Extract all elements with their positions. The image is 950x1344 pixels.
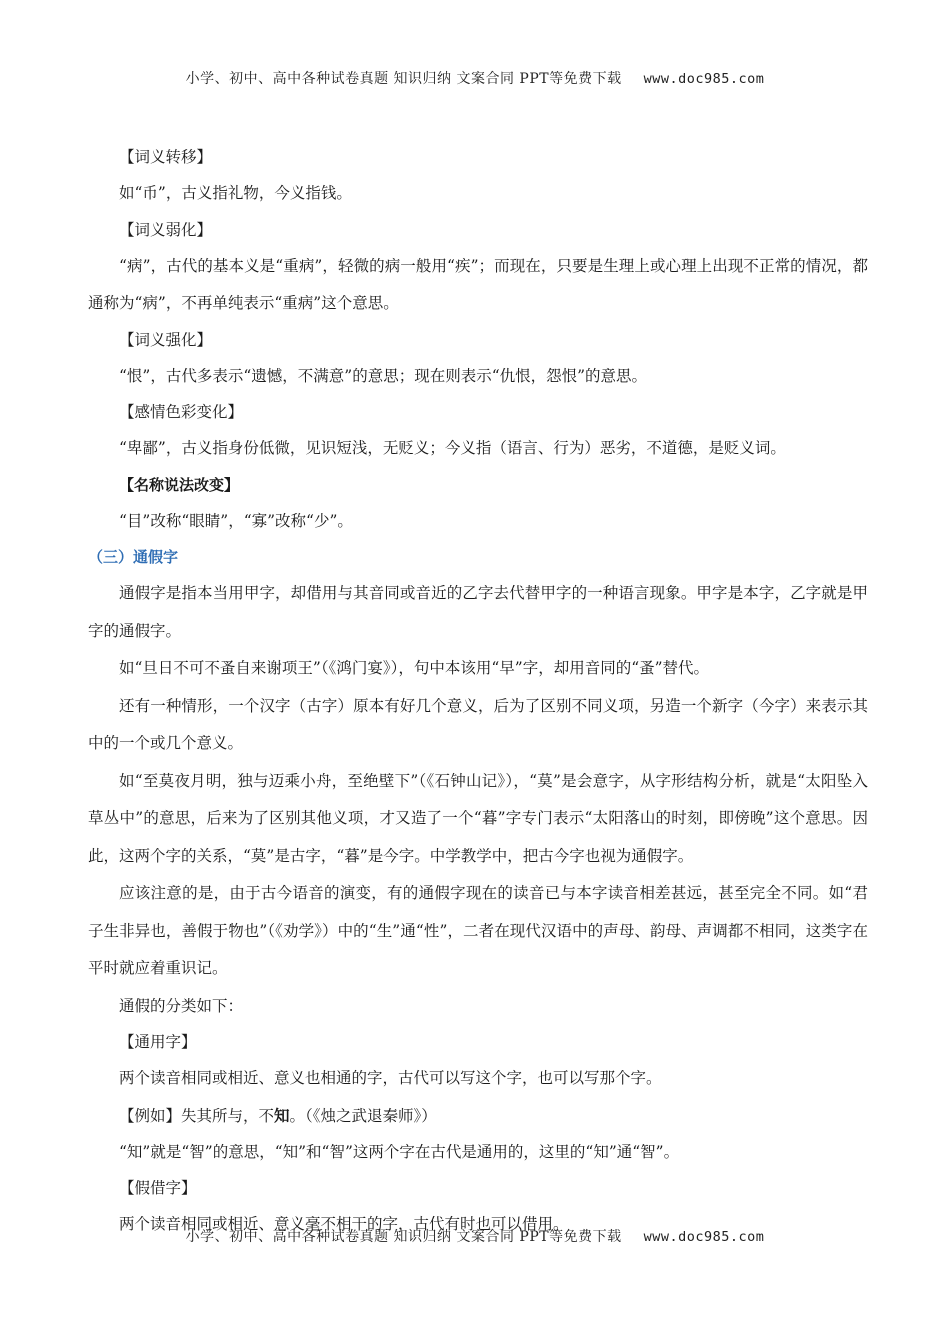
heading-emotion-change: 【感情色彩变化】 xyxy=(119,403,244,421)
paragraph-ancient-modern-chars: 还有一种情形，一个汉字（古字）原本有好几个意义，后为了区别不同义项，另造一个新字（今字）来表示其中的一个或几个意义。 xyxy=(88,696,868,752)
paragraph-tongyong: 两个读音相同或相近、意义也相通的字，古代可以写这个字，也可以写那个字。 xyxy=(119,1069,662,1087)
footer-text: 小学、初中、高中各种试卷真题 知识归纳 文案合同 PPT等免费下载 xyxy=(185,1229,622,1245)
example-source: 。（《烛之武退秦师》） xyxy=(289,1106,437,1125)
section-title-tongjia: （三）通假字 xyxy=(88,548,179,566)
document-body xyxy=(88,140,868,1244)
paragraph-zhi-explanation: “知”就是“智”的意思，“知”和“智”这两个字在古代是通用的，这里的“知”通“智”。 xyxy=(119,1142,680,1161)
example-label: 【例如】失其所与，不 xyxy=(119,1106,275,1125)
paragraph-pronunciation-note: 应该注意的是，由于古今语音的演变，有的通假字现在的读音已与本字读音相差甚远，甚至完全不同。如“君子生非异也，善假于物也”（《劝学》）中的“生”通“性”，二者在现代汉语中的声母、韵母、声调都不相同，这类字在平时就应着重识记。 xyxy=(88,884,868,977)
header-url[interactable]: www.doc985.com xyxy=(643,71,765,87)
paragraph-jiajie: 两个读音相同或相近、意义毫不相干的字，古代有时也可以借用。 xyxy=(119,1215,569,1233)
paragraph-word-meaning-weaken: “病”，古代的基本义是“重病”，轻微的病一般用“疾”；而现在，只要是生理上或心理上出现不正常的情况，都通称为“病”，不再单纯表示“重病”这个意思。 xyxy=(88,256,868,312)
header-text: 小学、初中、高中各种试卷真题 知识归纳 文案合同 PPT等免费下载 xyxy=(185,71,622,87)
footer-url[interactable]: www.doc985.com xyxy=(643,1229,765,1245)
heading-word-meaning-weaken: 【词义弱化】 xyxy=(119,220,213,239)
example-bold-char: 知 xyxy=(274,1105,290,1125)
heading-word-meaning-strengthen: 【词义强化】 xyxy=(119,330,213,349)
paragraph-emotion-change: “卑鄙”，古义指身份低微，见识短浅，无贬义；今义指（语言、行为）恶劣，不道德，是贬义词。 xyxy=(119,439,786,457)
heading-name-change: 【名称说法改变】 xyxy=(119,475,240,494)
heading-tongyong: 【通用字】 xyxy=(119,1033,197,1051)
paragraph-name-change: “目”改称“眼睛”，“寡”改称“少”。 xyxy=(119,511,353,530)
example-line xyxy=(88,1098,868,1134)
page-header xyxy=(0,68,950,88)
paragraph-classification-intro: 通假的分类如下： xyxy=(119,996,244,1015)
heading-word-meaning-shift: 【词义转移】 xyxy=(119,148,213,166)
page-footer xyxy=(0,1226,950,1246)
paragraph-tongjia-definition: 通假字是指本当用甲字，却借用与其音同或音近的乙字去代替甲字的一种语言现象。甲字是本字，乙字就是甲字的通假字。 xyxy=(88,584,868,640)
heading-jiajie: 【假借字】 xyxy=(119,1179,197,1197)
paragraph-word-meaning-shift: 如“币”，古义指礼物，今义指钱。 xyxy=(119,184,352,202)
paragraph-example-shizhongshan: 如“至莫夜月明，独与迈乘小舟，至绝壁下”（《石钟山记》），“莫”是会意字，从字形结构分析，就是“太阳坠入草丛中”的意思，后来为了区别其他义项，才又造了一个“暮”字专门表示“太阳落山的时刻，即傍晚”这个意思。因此，这两个字的关系，“莫”是古字，“暮”是今字。中学教学中，把古今字也视为通假字。 xyxy=(88,771,868,865)
paragraph-word-meaning-strengthen: “恨”，古代多表示“遗憾，不满意”的意思；现在则表示“仇恨，怨恨”的意思。 xyxy=(119,366,648,385)
paragraph-tongjia-example-hongmen: 如“旦日不可不蚤自来谢项王”（《鸿门宴》），句中本该用“早”字，却用音同的“蚤”替代。 xyxy=(119,659,710,677)
